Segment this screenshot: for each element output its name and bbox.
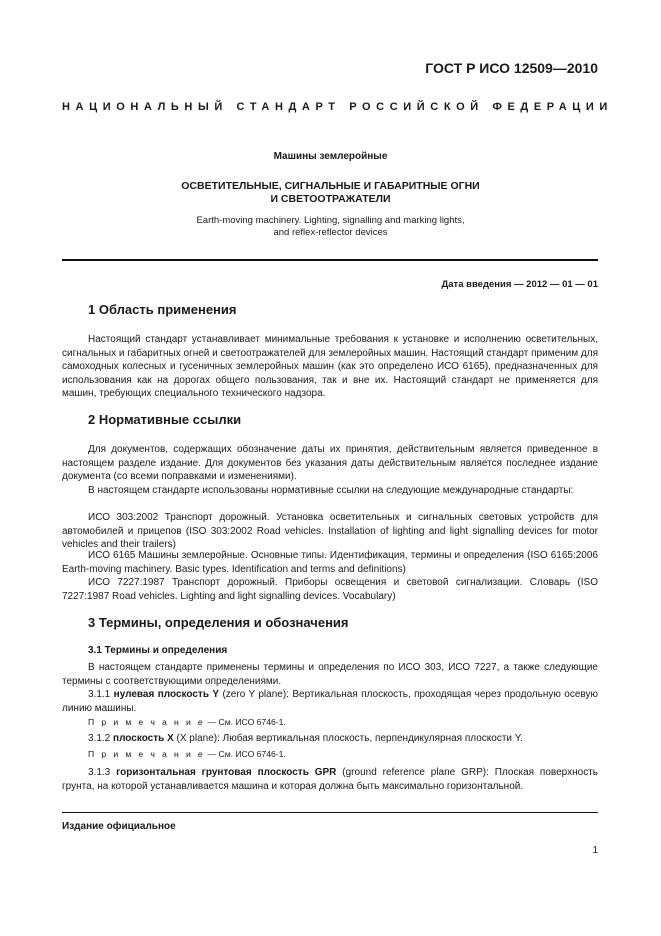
document-subject: Машины землеройные <box>273 151 388 162</box>
term-3-1-3 <box>62 766 598 793</box>
standard-number: ГОСТ Р ИСО 12509—2010 <box>425 60 598 76</box>
reference-iso-303: ИСО 303:2002 Транспорт дорожный. Установка осветительных и сигнальных световых устройств для автомобилей и прицепов (ISO 303:2002 Road vehicles. Installation of lighting and light signalling devices for motor vehicles and their trailers) <box>62 512 598 551</box>
english-title-line-1: Earth-moving machinery. Lighting, signalling and marking lights, <box>196 215 465 226</box>
term-3-1-2-definition: (X plane): Любая вертикальная плоскость, перпендикулярная плоскости Y. <box>173 733 523 744</box>
reference-iso-6165: ИСО 6165 Машины землеройные. Основные типы. Идентификация, термины и определения (ISO 6165:2006 Earth-moving machinery. Basic types. Identification and terms and definitions) <box>62 550 598 575</box>
term-3-1-2-number: 3.1.2 <box>88 733 114 744</box>
note-1-label: П р и м е ч а н и е <box>88 717 206 727</box>
term-3-1-1-number: 3.1.1 <box>88 689 114 700</box>
page-number: 1 <box>592 845 598 856</box>
term-3-1-2 <box>62 732 598 746</box>
english-title <box>62 215 599 239</box>
footer-divider <box>62 812 598 813</box>
note-2-text: — См. ИСО 6746-1. <box>205 749 286 759</box>
official-edition-label: Издание официальное <box>62 821 176 832</box>
note-2 <box>88 749 286 759</box>
reference-iso-7227: ИСО 7227:1987 Транспорт дорожный. Приборы освещения и световой сигнализации. Словарь (ISO 7227:1987 Road vehicles. Lighting and light signalling devices. Vocabulary) <box>62 577 598 602</box>
term-3-1-3-number: 3.1.3 <box>88 767 117 778</box>
note-1 <box>88 717 286 727</box>
english-title-line-2: and reflex-reflector devices <box>273 227 388 238</box>
section-2-heading: 2 Нормативные ссылки <box>88 412 242 427</box>
section-3-heading: 3 Термины, определения и обозначения <box>88 615 349 630</box>
document-title <box>62 180 599 206</box>
title-divider <box>62 259 598 261</box>
section-3-intro: В настоящем стандарте применены термины и определения по ИСО 303, ИСО 7227, а также следующие термины с соответствующими определениями. <box>62 662 598 687</box>
title-line-2: И СВЕТООТРАЖАТЕЛИ <box>270 193 391 205</box>
term-3-1-1-definition: (zero Y plane): Вертикальная плоскость, проходящая через продольную осевую линию машины. <box>62 689 598 714</box>
national-standard-banner: НАЦИОНАЛЬНЫЙ СТАНДАРТ РОССИЙСКОЙ ФЕДЕРАЦИИ <box>62 101 613 113</box>
note-1-text: — См. ИСО 6746-1. <box>205 717 286 727</box>
section-2-paragraph-2: В настоящем стандарте использованы нормативные ссылки на следующие международные стандарты: <box>88 485 574 496</box>
term-3-1-3-name: горизонтальная грунтовая плоскость GPR <box>116 767 337 778</box>
section-1-heading: 1 Область применения <box>88 302 237 317</box>
introduction-date: Дата введения — 2012 — 01 — 01 <box>441 279 598 290</box>
term-3-1-1 <box>62 688 598 715</box>
section-2-paragraph-1: Для документов, содержащих обозначение даты их принятия, действительным является приведенное в настоящем разделе издание. Для документов без указания даты действительным является последнее издание документа (со всеми поправками и изменениями). <box>62 444 598 483</box>
subsection-3-1-heading: 3.1 Термины и определения <box>88 645 228 656</box>
term-3-1-1-name: нулевая плоскость Y <box>113 689 220 700</box>
title-line-1: ОСВЕТИТЕЛЬНЫЕ, СИГНАЛЬНЫЕ И ГАБАРИТНЫЕ ОГНИ <box>181 180 480 192</box>
term-3-1-2-name: плоскость X <box>113 733 174 744</box>
term-3-1-3-definition: (ground reference plane GRP): Плоская поверхность грунта, на которой устанавливается машина и которая должна быть максимально горизонтальной. <box>62 767 598 792</box>
note-2-label: П р и м е ч а н и е <box>88 749 206 759</box>
section-1-text: Настоящий стандарт устанавливает минимальные требования к установке и исполнению осветительных, сигнальных и габаритных огней и светоотражателей для землеройных машин. Настоящий стандарт применим для самоходных колесных и гусеничных землеройных машин (как это определено ИСО 6165), предназначенных для использования как на дорогах общего пользования, так и вне их. Настоящий стандарт не применяется для машин, требующих специального технического надзора. <box>62 334 598 400</box>
